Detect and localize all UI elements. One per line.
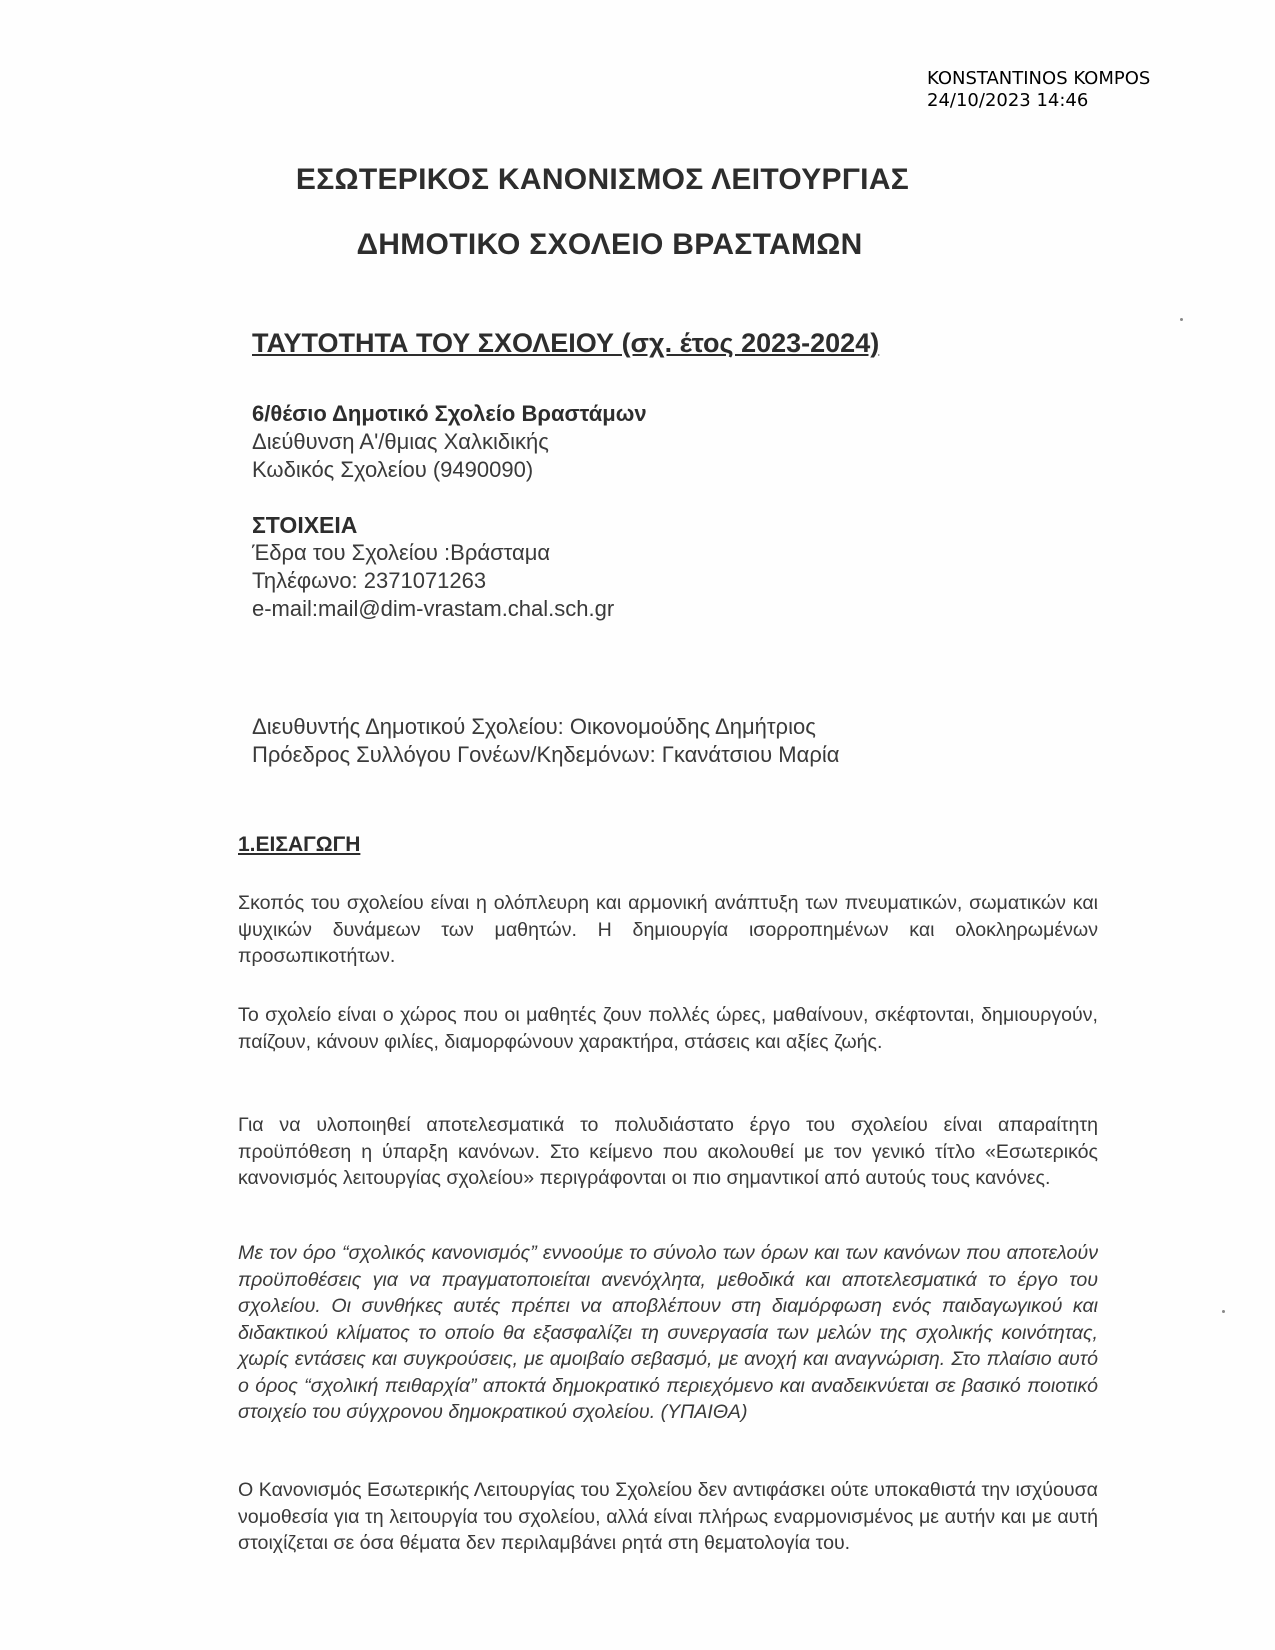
paragraph-italic-quote: Με τον όρο “σχολικός κανονισμός” εννοούμε το σύνολο των όρων και των κανόνων που αποτελούν προϋποθέσεις για να πραγματοποιείται ανενόχλητα, μεθοδικά και αποτελεσματικά το έργο του σχολείου. Οι συνθήκες αυτές πρέπει να αποβλέπουν στη διαμόρφωση ενός παιδαγωγικού και διδακτικού κλίματος το οποίο θα εξασφαλίζει τη συνεργασία των μελών της σχολικής κοινότητας, χωρίς εντάσεις και συγκρούσεις, με αμοιβαίο σεβασμό, με ανοχή και αναγνώριση. Στο πλαίσιο αυτό ο όρος “σχολική πειθαρχία” αποκτά δημοκρατικό περιεχόμενο και αναδεικνύεται σε βασικό ποιοτικό στοιχείο του σύγχρονου δημοκρατικού σχολείου. (ΥΠΑΙΘΑ) <box>238 1242 1098 1423</box>
section-heading-introduction: 1.ΕΙΣΑΓΩΓΗ <box>238 833 361 856</box>
paragraph: Το σχολείο είναι ο χώρος που οι μαθητές ζουν πολλές ώρες, μαθαίνουν, σκέφτονται, δημιουργούν, παίζουν, κάνουν φιλίες, διαμορφώνουν χαρακτήρα, στάσεις και αξίες ζωής. <box>238 1004 1098 1053</box>
school-type: 6/θέσιο Δημοτικό Σχολείο Βραστάμων <box>252 401 647 426</box>
school-code: Κωδικός Σχολείου (9490090) <box>252 457 534 482</box>
contact-block <box>252 511 614 623</box>
paragraph: Ο Κανονισμός Εσωτερικής Λειτουργίας του Σχολείου δεν αντιφάσκει ούτε υποκαθιστά την ισχύουσα νομοθεσία για τη λειτουργία του σχολείου, αλλά είναι πλήρως εναρμονισμένος με αυτήν και με αυτή στοιχίζεται σε όσα θέματα δεν περιλαμβάνει ρητά στη θεματολογία του. <box>238 1479 1098 1554</box>
scan-speck <box>1180 318 1183 321</box>
scan-speck <box>1222 1310 1225 1313</box>
email-address: e-mail:mail@dim-vrastam.chal.sch.gr <box>252 596 615 621</box>
people-block <box>252 713 839 769</box>
document-title: ΕΣΩΤΕΡΙΚΟΣ ΚΑΝΟΝΙΣΜΟΣ ΛΕΙΤΟΥΡΓΙΑΣ <box>295 163 910 196</box>
parents-president: Πρόεδρος Συλλόγου Γονέων/Κηδεμόνων: Γκανάτσιου Μαρία <box>252 742 840 767</box>
signature-stamp <box>927 68 1150 112</box>
contact-heading: ΣΤΟΙΧΕΙΑ <box>252 512 358 538</box>
principal: Διευθυντής Δημοτικού Σχολείου: Οικονομούδης Δημήτριος <box>252 714 816 739</box>
directorate: Διεύθυνση Α'/θμιας Χαλκιδικής <box>252 429 549 454</box>
school-info-block <box>252 400 647 484</box>
paragraph: Σκοπός του σχολείου είναι η ολόπλευρη και αρμονική ανάπτυξη των πνευματικών, σωματικών και ψυχικών δυνάμεων των μαθητών. Η δημιουργία ισορροπημένων και ολοκληρωμένων προσωπικοτήτων. <box>238 892 1098 967</box>
paragraph: Για να υλοποιηθεί αποτελεσματικά το πολυδιάστατο έργο του σχολείου είναι απαραίτητη προϋπόθεση η ύπαρξη κανόνων. Στο κείμενο που ακολουθεί με τον γενικό τίτλο «Εσωτερικός κανονισμός λειτουργίας σχολείου» περιγράφονται οι πιο σημαντικοί από αυτούς τους κανόνες. <box>238 1114 1098 1189</box>
school-name-title: ΔΗΜΟΤΙΚΟ ΣΧΟΛΕΙΟ ΒΡΑΣΤΑΜΩΝ <box>356 228 863 261</box>
stamp-datetime: 24/10/2023 14:46 <box>927 90 1089 111</box>
identity-heading: ΤΑΥΤΟΤΗΤΑ ΤΟΥ ΣΧΟΛΕΙΟΥ (σχ. έτος 2023-2024) <box>252 328 880 358</box>
phone-number: Τηλέφωνο: 2371071263 <box>252 568 487 593</box>
stamp-name: KONSTANTINOS KOMPOS <box>927 68 1151 89</box>
school-seat: Έδρα του Σχολείου :Βράσταμα <box>252 540 551 565</box>
